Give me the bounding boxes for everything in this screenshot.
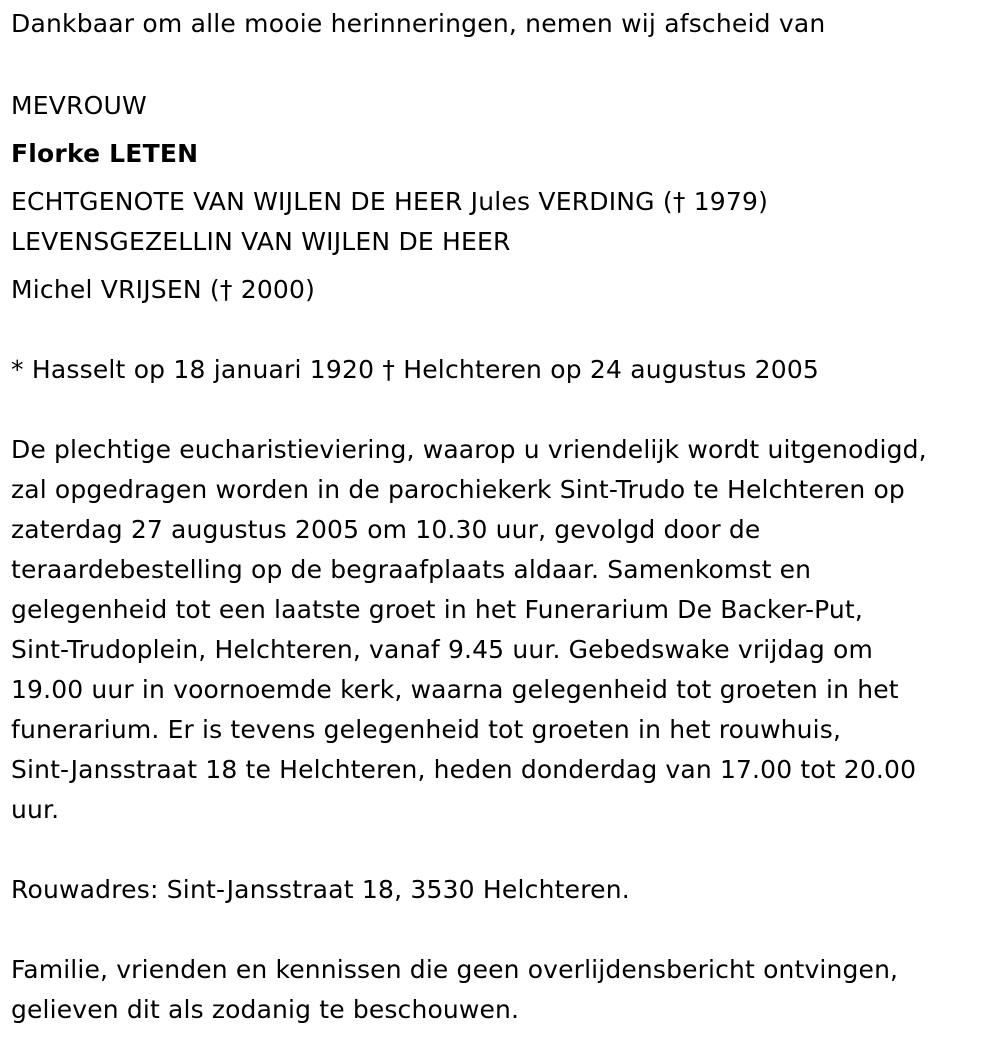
birth-death-line: * Hasselt op 18 januari 1920 † Helchteren op 24 augustus 2005 xyxy=(11,355,820,384)
spouse-line: ECHTGENOTE VAN WIJLEN DE HEER Jules VERDING († 1979) xyxy=(11,187,769,216)
intro-text: Dankbaar om alle mooie herinneringen, nemen wij afscheid van xyxy=(11,9,826,38)
partner-line-1: LEVENSGEZELLIN VAN WIJLEN DE HEER xyxy=(11,227,511,256)
deceased-name: Florke LETEN xyxy=(11,139,199,168)
ceremony-line: uur. xyxy=(11,795,60,824)
ceremony-paragraph xyxy=(11,430,986,830)
ceremony-line: funerarium. Er is tevens gelegenheid tot groeten in het rouwhuis, xyxy=(11,715,842,744)
closing-line: gelieven dit als zodanig te beschouwen. xyxy=(11,995,520,1024)
mourning-address: Rouwadres: Sint-Jansstraat 18, 3530 Helchteren. xyxy=(11,875,630,904)
ceremony-line: Sint-Jansstraat 18 te Helchteren, heden donderdag van 17.00 tot 20.00 xyxy=(11,755,917,784)
closing-paragraph xyxy=(11,950,986,1030)
ceremony-line: zaterdag 27 augustus 2005 om 10.30 uur, gevolgd door de xyxy=(11,515,761,544)
closing-line: Familie, vrienden en kennissen die geen overlijdensbericht ontvingen, xyxy=(11,955,899,984)
ceremony-line: teraardebestelling op de begraafplaats aldaar. Samenkomst en xyxy=(11,555,812,584)
ceremony-line: Sint-Trudoplein, Helchteren, vanaf 9.45 uur. Gebedswake vrijdag om xyxy=(11,635,873,664)
partner-line-2: Michel VRIJSEN († 2000) xyxy=(11,275,316,304)
ceremony-line: zal opgedragen worden in de parochiekerk Sint-Trudo te Helchteren op xyxy=(11,475,905,504)
honorific-title: MEVROUW xyxy=(11,91,147,120)
ceremony-line: De plechtige eucharistieviering, waarop u vriendelijk wordt uitgenodigd, xyxy=(11,435,927,464)
ceremony-line: 19.00 uur in voornoemde kerk, waarna gelegenheid tot groeten in het xyxy=(11,675,899,704)
ceremony-line: gelegenheid tot een laatste groet in het Funerarium De Backer-Put, xyxy=(11,595,863,624)
